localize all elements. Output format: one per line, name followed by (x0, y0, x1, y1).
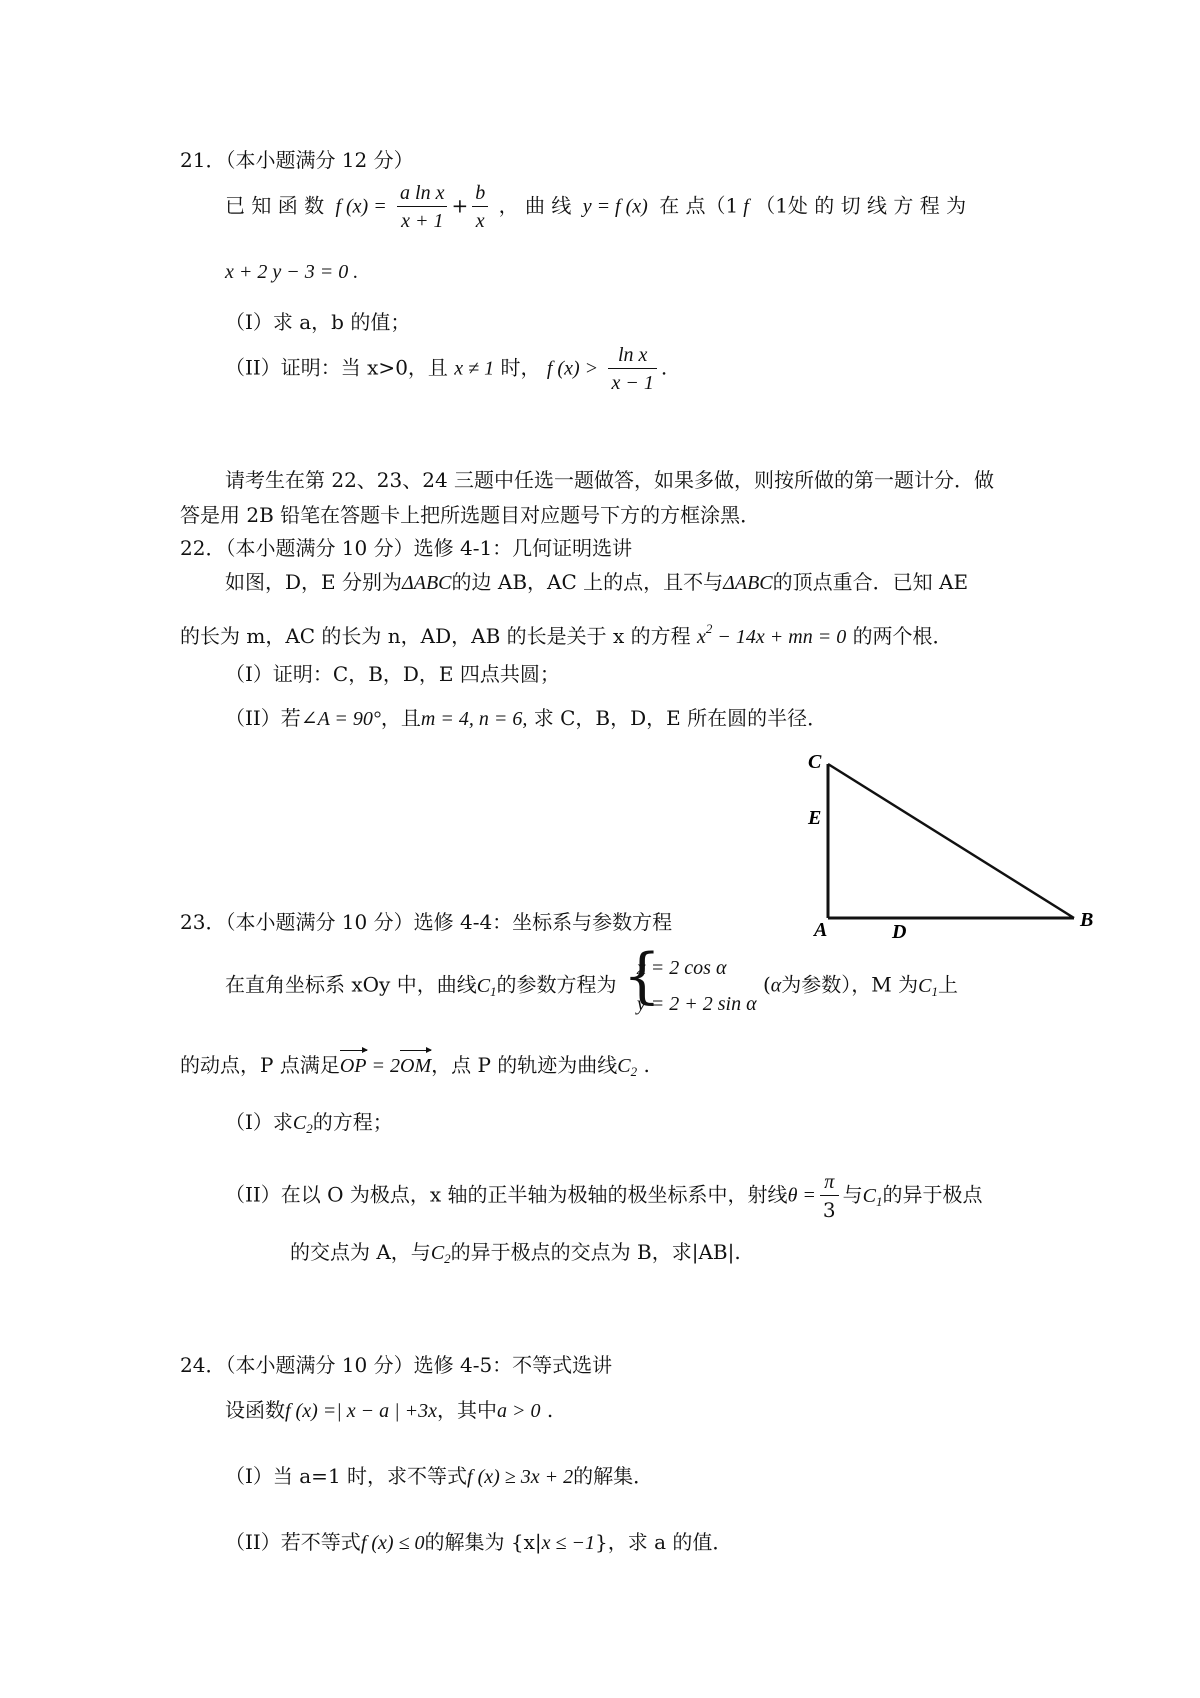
q21-neq: x ≠ 1 (454, 357, 495, 380)
q22-line1: 如图，D，E 分别为ΔABC的边 AB，AC 上的点，且不与ΔABC的顶点重合．已知 AE (225, 570, 969, 594)
q23-part2-line2-b: 的异于极点的交点为 B，求|AB|. (450, 1240, 741, 1264)
q24-line1: 设函数f (x) =| x − a | +3x，其中a > 0 . (225, 1398, 554, 1422)
q23-frac-pi: $\frac{\pi}{3}$ (820, 1172, 839, 1220)
q23-part2-line2-a: 的交点为 A，与 (290, 1240, 431, 1264)
q22-line2-b: 的两个根． (852, 624, 953, 648)
label-c: C (808, 751, 822, 773)
q22-line2-a: 的长为 m，AC 的长为 n，AD，AB 的长是关于 x 的方程 (180, 624, 691, 648)
q23-part2-a: （II）在以 O 为极点，x 轴的正半轴为极轴的极坐标系中，射线 (225, 1182, 788, 1207)
triangle-figure (800, 740, 1100, 940)
q22-part2-c: 求 C，B，D，E 所在圆的半径． (533, 706, 828, 730)
q23-part2-c: 的异于极点 (882, 1182, 983, 1207)
q24-line1-b: ，其中 (437, 1398, 497, 1422)
q21-frac-a: $\frac{\text{a ln x}}{x + 1}$ (397, 183, 447, 231)
label-a: A (814, 919, 828, 940)
q21-f-paren: （1处 的 切 线 方 程 为 (755, 193, 967, 218)
instruction-line2: 答是用 2B 铅笔在答题卡上把所选题目对应题号下方的方框涂黑． (180, 503, 761, 527)
q22-part1: （I）证明：C，B，D，E 四点共圆； (225, 662, 560, 686)
q24-part2-c: }，求 a 的值． (595, 1530, 733, 1554)
q21-frac-ln: $\frac{\text{ln x}}{x - 1}$ (608, 345, 656, 393)
q21-part2-mid: 时， (500, 355, 541, 380)
q21-intro: 已 知 函 数 (225, 193, 325, 218)
q22-line1-c: 的顶点重合．已知 AE (772, 570, 969, 594)
q24-part2: （II）若不等式f (x) ≤ 0的解集为 {x|x ≤ −1}，求 a 的值． (225, 1530, 733, 1554)
q21-part1: （I）求 a，b 的值； (225, 310, 411, 334)
q23-line1: 在直角坐标系 xOy 中，曲线$C_1$的参数方程为 { x = 2 cos α y = 2 + 2 sin α (α为参数），M 为$C_1$上 (225, 950, 958, 1022)
q22-line2 (180, 622, 953, 647)
q23-part1: （I）求$C_2$的方程； (225, 1110, 393, 1136)
q23-part2-b: 与 (842, 1182, 863, 1207)
q21-header: 21．（本小题满分 12 分） (180, 148, 414, 172)
q24-part2-a: （II）若不等式 (225, 1530, 361, 1554)
q21-statement: 已 知 函 数 f (x) = $\frac{\text{a ln x}}{x + 1}$ + $\frac{b}{x}$ ， 曲 线 y = f (x) 在 点（1 f （1处 的 切 线 方 程 为 (225, 182, 967, 232)
side-cb (828, 764, 1074, 918)
q22-quadratic: $x^2 - 14x$ + mn = 0 (697, 621, 847, 648)
q24-part1: （I）当 a=1 时，求不等式f (x) ≥ 3x + 2的解集． (225, 1464, 654, 1488)
q22-header: 22．（本小题满分 10 分）选修 4-1：几何证明选讲 (180, 536, 633, 560)
q21-at-point: 在 点（1 (659, 193, 739, 218)
q24-part1-a: （I）当 a=1 时，求不等式 (225, 1464, 468, 1488)
q23-header: 23．（本小题满分 10 分）选修 4-4：坐标系与参数方程 (180, 910, 673, 934)
instruction-line1: 请考生在第 22、23、24 三题中任选一题做答，如果多做，则按所做的第一题计分．做 (225, 468, 995, 492)
q23-line2-a: 的动点，P 点满足 (180, 1053, 340, 1077)
q23-line2-b: ，点 P 的轨迹为曲线 (431, 1053, 618, 1077)
q22-part2: （II）若∠A = 90°，且m = 4, n = 6, 求 C，B，D，E 所在圆的半径． (225, 706, 828, 730)
q23-part1-b: 的方程； (312, 1110, 393, 1134)
q21-ineq: f (x) > (546, 357, 599, 380)
q21-part2: （II）证明：当 x>0，且 x ≠ 1 时， f (x) > $\frac{\text{ln x}}{x - 1}$ . (225, 344, 668, 394)
q23-part2: （II）在以 O 为极点，x 轴的正半轴为极轴的极坐标系中，射线θ = $\frac{\pi}{3}$ 与$C_1$的异于极点 (225, 1171, 983, 1222)
q21-curve-eq: y = f (x) (577, 195, 653, 218)
q23-part1-a: （I）求 (225, 1110, 293, 1134)
q24-part2-b: 的解集为 {x| (424, 1530, 542, 1554)
q24-part1-b: 的解集． (573, 1464, 654, 1488)
q21-curve-text: ， 曲 线 (498, 193, 572, 218)
q21-tangent-eq: x + 2 y − 3 = 0 . (225, 261, 359, 283)
label-e: E (808, 807, 822, 829)
label-d: D (892, 921, 907, 940)
q21-func: f (x) = (330, 195, 387, 218)
q23-param-note: 为参数），M 为 (781, 972, 919, 997)
q22-part2-b: ，且 (380, 706, 421, 730)
q22-line1-b: 的边 AB，AC 上的点，且不与 (451, 570, 724, 594)
q22-part2-a: （II）若 (225, 706, 301, 730)
q23-line1-b: 的参数方程为 (496, 972, 617, 997)
q23-line1-a: 在直角坐标系 xOy 中，曲线 (225, 972, 477, 997)
q23-line2: 的动点，P 点满足OP = 2OM，点 P 的轨迹为曲线$C_2$ . (180, 1053, 650, 1079)
q23-line1-c: 上 (937, 972, 958, 997)
q21-part2-prefix: （II）证明：当 x>0，且 (225, 355, 448, 380)
q21-frac-b: $\frac{b}{x}$ (472, 183, 488, 231)
label-b: B (1080, 909, 1094, 931)
q23-part2-line2: 的交点为 A，与$C_2$的异于极点的交点为 B，求|AB|. (290, 1240, 741, 1266)
q24-line1-a: 设函数 (225, 1398, 285, 1422)
q22-line1-a: 如图，D，E 分别为 (225, 570, 402, 594)
q24-header: 24．（本小题满分 10 分）选修 4-5：不等式选讲 (180, 1353, 613, 1377)
q23-param-system: { x = 2 cos α y = 2 + 2 sin α (622, 941, 757, 1015)
